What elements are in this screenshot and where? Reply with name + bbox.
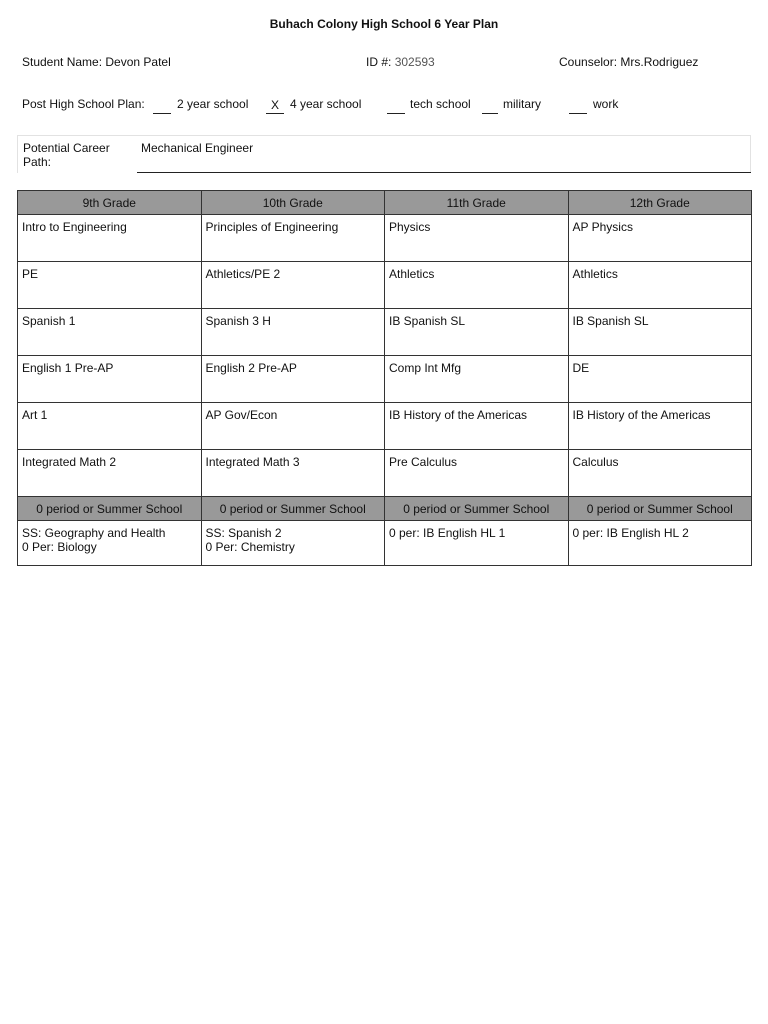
course-cell: Athletics/PE 2 [201,262,385,309]
course-cell: English 1 Pre-AP [18,356,202,403]
course-cell: Athletics [385,262,569,309]
plan-option-2-year: 2 year school [177,97,249,111]
course-cell: IB Spanish SL [385,309,569,356]
course-cell: PE [18,262,202,309]
plan-option-work: work [593,97,619,111]
grade-header: 11th Grade [385,191,569,215]
grade-header-row [18,191,752,215]
course-cell: IB History of the Americas [385,403,569,450]
plan-mark-military[interactable] [482,97,498,114]
student-name-field [22,55,171,69]
summer-header: 0 period or Summer School [201,497,385,521]
summer-cell: 0 per: IB English HL 2 [568,521,752,566]
course-cell: AP Physics [568,215,752,262]
course-cell: AP Gov/Econ [201,403,385,450]
plan-mark-work[interactable] [569,97,587,114]
summer-cell: SS: Spanish 2 0 Per: Chemistry [201,521,385,566]
document-title: Buhach Colony High School 6 Year Plan [269,17,499,31]
plan-mark-2-year[interactable] [153,97,171,114]
grade-header: 12th Grade [568,191,752,215]
course-cell: Principles of Engineering [201,215,385,262]
course-cell: Pre Calculus [385,450,569,497]
course-cell: Athletics [568,262,752,309]
course-cell: IB Spanish SL [568,309,752,356]
course-row [18,356,752,403]
course-cell: English 2 Pre-AP [201,356,385,403]
summer-header: 0 period or Summer School [385,497,569,521]
plan-mark-4-year[interactable]: X [266,97,284,114]
student-id-value: 302593 [394,55,435,69]
course-row [18,262,752,309]
summer-cell: SS: Geography and Health 0 Per: Biology [18,521,202,566]
plan-option-military: military [503,97,541,111]
grade-header: 10th Grade [201,191,385,215]
student-id-field [366,55,435,69]
post-plan-label: Post High School Plan: [22,97,145,111]
course-cell: DE [568,356,752,403]
plan-option-tech: tech school [410,97,471,111]
course-cell: Intro to Engineering [18,215,202,262]
student-name-value: Devon Patel [105,55,171,69]
grade-header: 9th Grade [18,191,202,215]
course-cell: Physics [385,215,569,262]
plan-option-4-year: 4 year school [290,97,362,111]
course-row [18,450,752,497]
post-high-school-plan [22,97,752,119]
summer-cell: 0 per: IB English HL 1 [385,521,569,566]
course-cell: Calculus [568,450,752,497]
course-cell: Comp Int Mfg [385,356,569,403]
course-cell: Spanish 3 H [201,309,385,356]
counselor-value: Mrs.Rodriguez [620,55,699,69]
course-cell: Integrated Math 3 [201,450,385,497]
career-path-underline [137,172,751,173]
counselor-label: Counselor: [559,55,618,69]
course-cell: IB History of the Americas [568,403,752,450]
course-plan-table [17,190,752,566]
career-path-label: Potential Career Path: [23,141,110,169]
course-row [18,403,752,450]
plan-mark-tech[interactable] [387,97,405,114]
summer-header-row [18,497,752,521]
course-row [18,215,752,262]
summer-header: 0 period or Summer School [568,497,752,521]
course-cell: Integrated Math 2 [18,450,202,497]
career-path-box [17,135,751,173]
course-cell: Art 1 [18,403,202,450]
course-row [18,309,752,356]
student-id-label: ID #: [366,55,392,69]
career-path-value: Mechanical Engineer [141,141,254,155]
summer-header: 0 period or Summer School [18,497,202,521]
course-cell: Spanish 1 [18,309,202,356]
summer-row [18,521,752,566]
student-name-label: Student Name: [22,55,103,69]
counselor-field [559,55,698,69]
